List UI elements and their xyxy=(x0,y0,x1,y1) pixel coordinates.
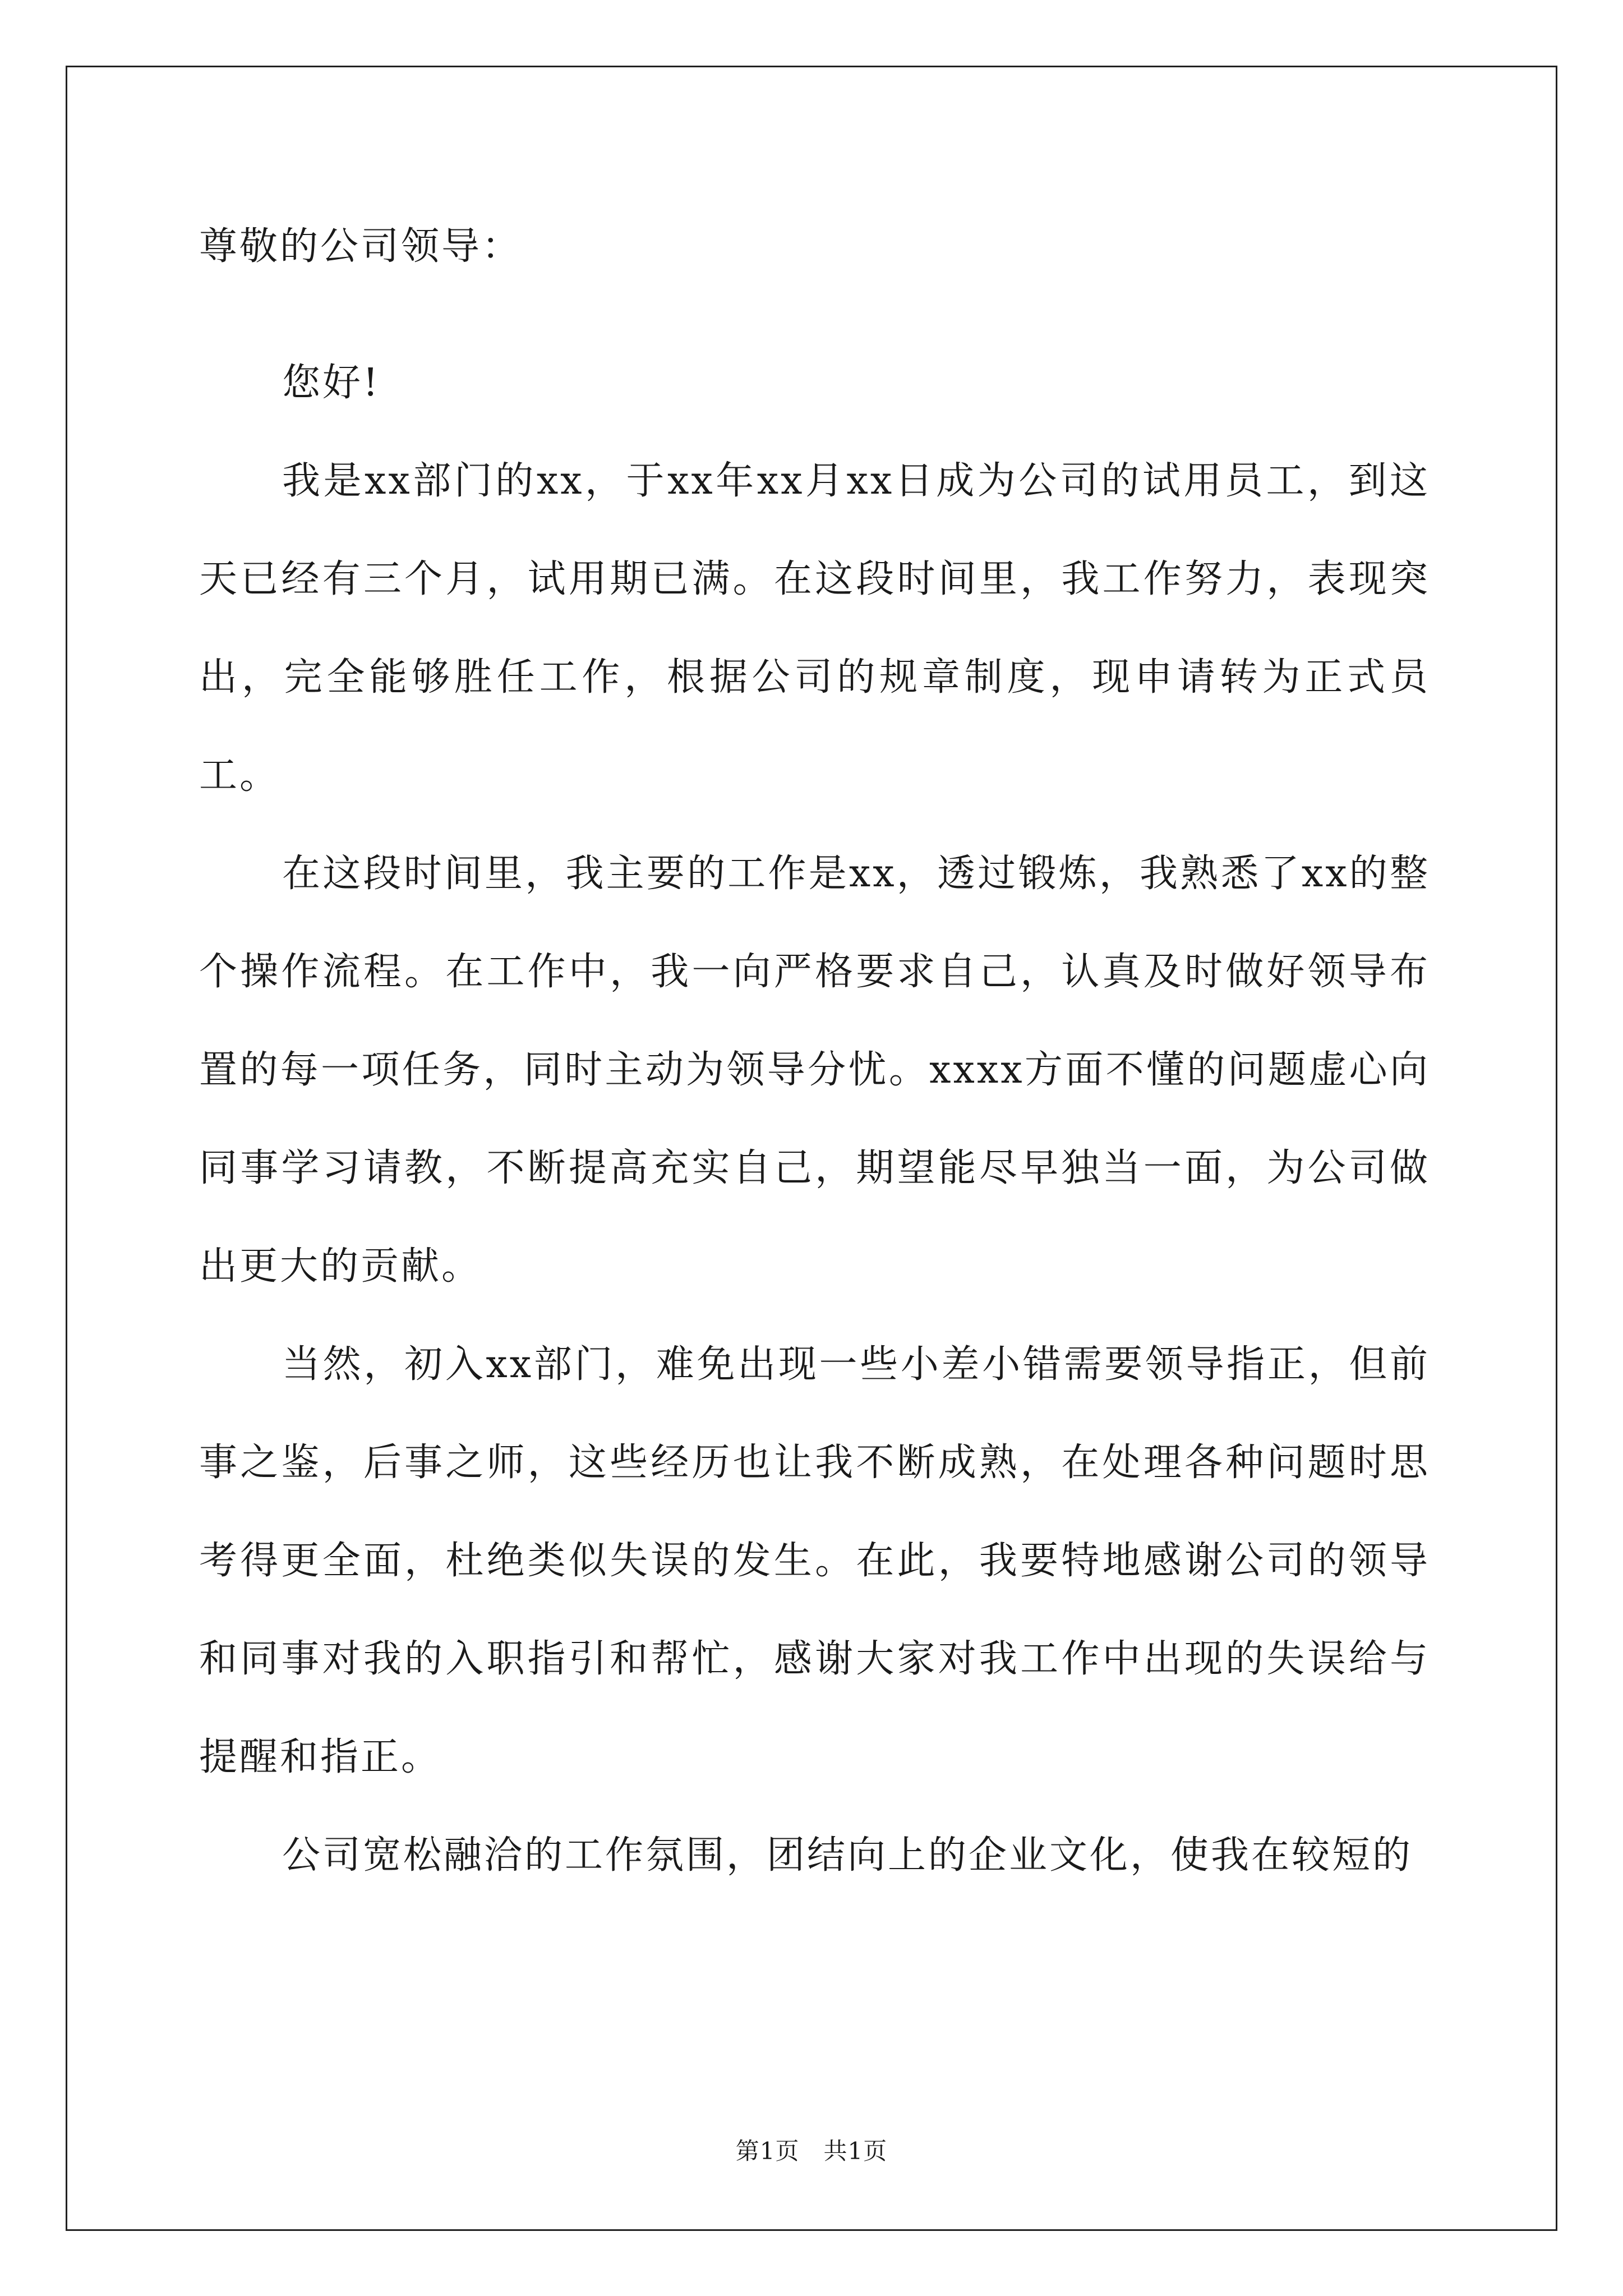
paragraph-intro: 我是xx部门的xx，于xx年xx月xx日成为公司的试用员工，到这天已经有三个月，试用期已满。在这段时间里，我工作努力，表现突出，完全能够胜任工作，根据公司的规章制度，现申请转为正式员工。 xyxy=(199,459,1430,798)
paragraph-greeting: 您好! xyxy=(282,361,381,405)
paragraph-culture: 公司宽松融洽的工作氛围，团结向上的企业文化，使我在较短的 xyxy=(282,1833,1413,1878)
letter-body xyxy=(199,219,1430,1904)
paragraph-work: 在这段时间里，我主要的工作是xx，透过锻炼，我熟悉了xx的整个操作流程。在工作中，我一向严格要求自己，认真及时做好领导布置的每一项任务，同时主动为领导分忧。xxxx方面不懂的问题虚心向同事学习请教，不断提高充实自己，期望能尽早独当一面，为公司做出更大的贡献。 xyxy=(199,852,1430,1289)
salutation: 尊敬的公司领导： xyxy=(199,224,523,269)
paragraph-thanks: 当然，初入xx部门，难免出现一些小差小错需要领导指正，但前事之鉴，后事之师，这些经历也让我不断成熟，在处理各种问题时思考得更全面，杜绝类似失误的发生。在此，我要特地感谢公司的领导和同事对我的入职指引和帮忙，感谢大家对我工作中出现的失误给与提醒和指正。 xyxy=(199,1342,1430,1779)
page-number-footer: 第1页 共1页 xyxy=(735,2137,888,2165)
